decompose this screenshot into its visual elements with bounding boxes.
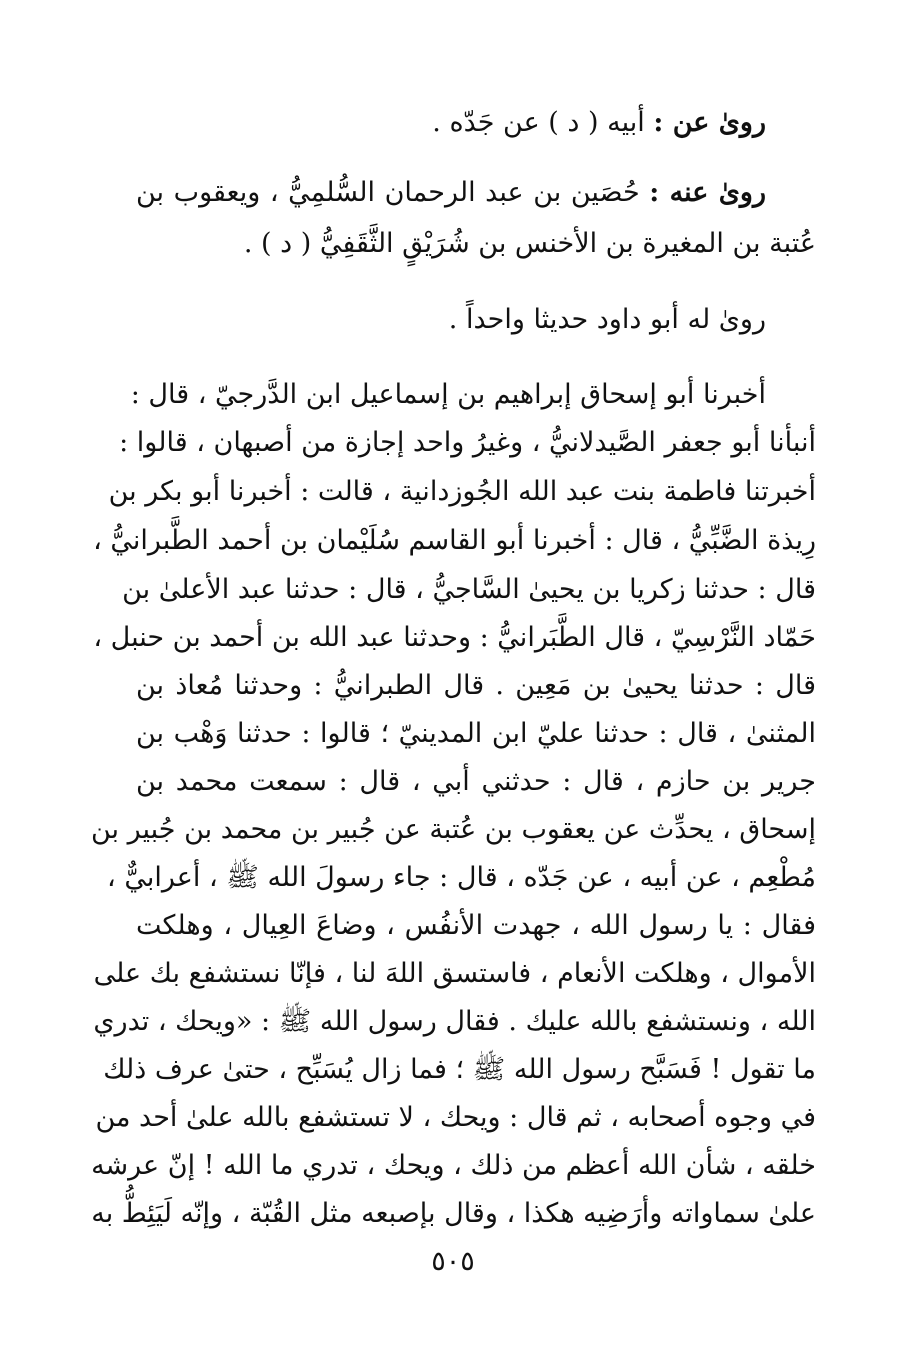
hadith-line: المثنىٰ ، قال : حدثنا عليّ ابن المدينيّ ؛ قالوا : حدثنا وَهْب بن: [136, 718, 816, 749]
hadith-line: خلقه ، شأن الله أعظم من ذلك ، ويحك ، تدري ما الله ! إنّ عرشه: [91, 1150, 816, 1181]
hadith-line: رِيذة الضَّبِّيُّ ، قال : أخبرنا أبو القاسم سُلَيْمان بن أحمد الطَّبرانيُّ ،: [93, 525, 816, 556]
hadith-line: ما تقول ! فَسَبَّح رسول الله ﷺ ؛ فما زال يُسَبِّح ، حتىٰ عرف ذلك: [103, 1054, 816, 1085]
narrators-line-1: [136, 173, 766, 213]
narrated-from-line: [136, 103, 766, 143]
hadith-line: أنبأنا أبو جعفر الصَّيدلانيُّ ، وغيرُ واحد إجازة من أصبهان ، قالوا :: [119, 427, 816, 458]
hadith-line: جرير بن حازم ، قال : حدثني أبي ، قال : سمعت محمد بن: [136, 766, 816, 797]
narrators-text-1: حُصَين بن عبد الرحمان السُّلمِيُّ ، ويعقوب بن: [136, 177, 640, 208]
page-number: ٥٠٥: [431, 1246, 475, 1277]
narrators-line-2: عُتبة بن المغيرة بن الأخنس بن شُرَيْقٍ الثَّقَفِيُّ ( د ) .: [243, 228, 816, 259]
hadith-line: الله ، ونستشفع بالله عليك . فقال رسول الله ﷺ : «ويحك ، تدري: [93, 1006, 816, 1037]
narrated-from-text: أبيه ( د ) عن جَدّه .: [432, 107, 645, 138]
hadith-line: فقال : يا رسول الله ، جهدت الأنفُس ، وضاعَ العِيال ، وهلكت: [136, 910, 816, 941]
hadith-line: أخبرتنا فاطمة بنت عبد الله الجُوزدانية ، قالت : أخبرنا أبو بكر بن: [108, 476, 816, 507]
hadith-line: مُطْعِم ، عن أبيه ، عن جَدّه ، قال : جاء رسولَ الله ﷺ ، أعرابيٌّ ،: [107, 862, 816, 893]
hadith-line: علىٰ سماواته وأرَضِيه هكذا ، وقال بإصبعه مثل القُبّة ، وإنّه لَيَئِطُّ به: [91, 1198, 816, 1229]
hadith-line: أخبرنا أبو إسحاق إبراهيم بن إسماعيل ابن الدَّرجيّ ، قال :: [130, 379, 766, 410]
hadith-line: الأموال ، وهلكت الأنعام ، فاستسق اللهَ لنا ، فإنّا نستشفع بك على: [93, 958, 816, 989]
narrators-label: رویٰ عنه :: [649, 177, 766, 208]
hadith-line: حَمّاد النَّرْسِيّ ، قال الطَّبَرانيُّ : وحدثنا عبد الله بن أحمد بن حنبل ،: [93, 622, 816, 653]
hadith-line: إسحاق ، يحدِّث عن يعقوب بن عُتبة عن جُبير بن محمد بن جُبير بن: [90, 814, 816, 845]
abu-dawud-note: رویٰ له أبو داود حديثا واحداً .: [448, 304, 766, 335]
hadith-line: قال : حدثنا يحيىٰ بن مَعِين . قال الطبرانيُّ : وحدثنا مُعاذ بن: [136, 670, 816, 701]
hadith-line: قال : حدثنا زكريا بن يحيىٰ السَّاجيُّ ، قال : حدثنا عبد الأعلىٰ بن: [122, 574, 816, 605]
narrated-from-label: رویٰ عن :: [653, 107, 766, 138]
hadith-line: في وجوه أصحابه ، ثم قال : ويحك ، لا تستشفع بالله علىٰ أحد من: [95, 1102, 816, 1133]
